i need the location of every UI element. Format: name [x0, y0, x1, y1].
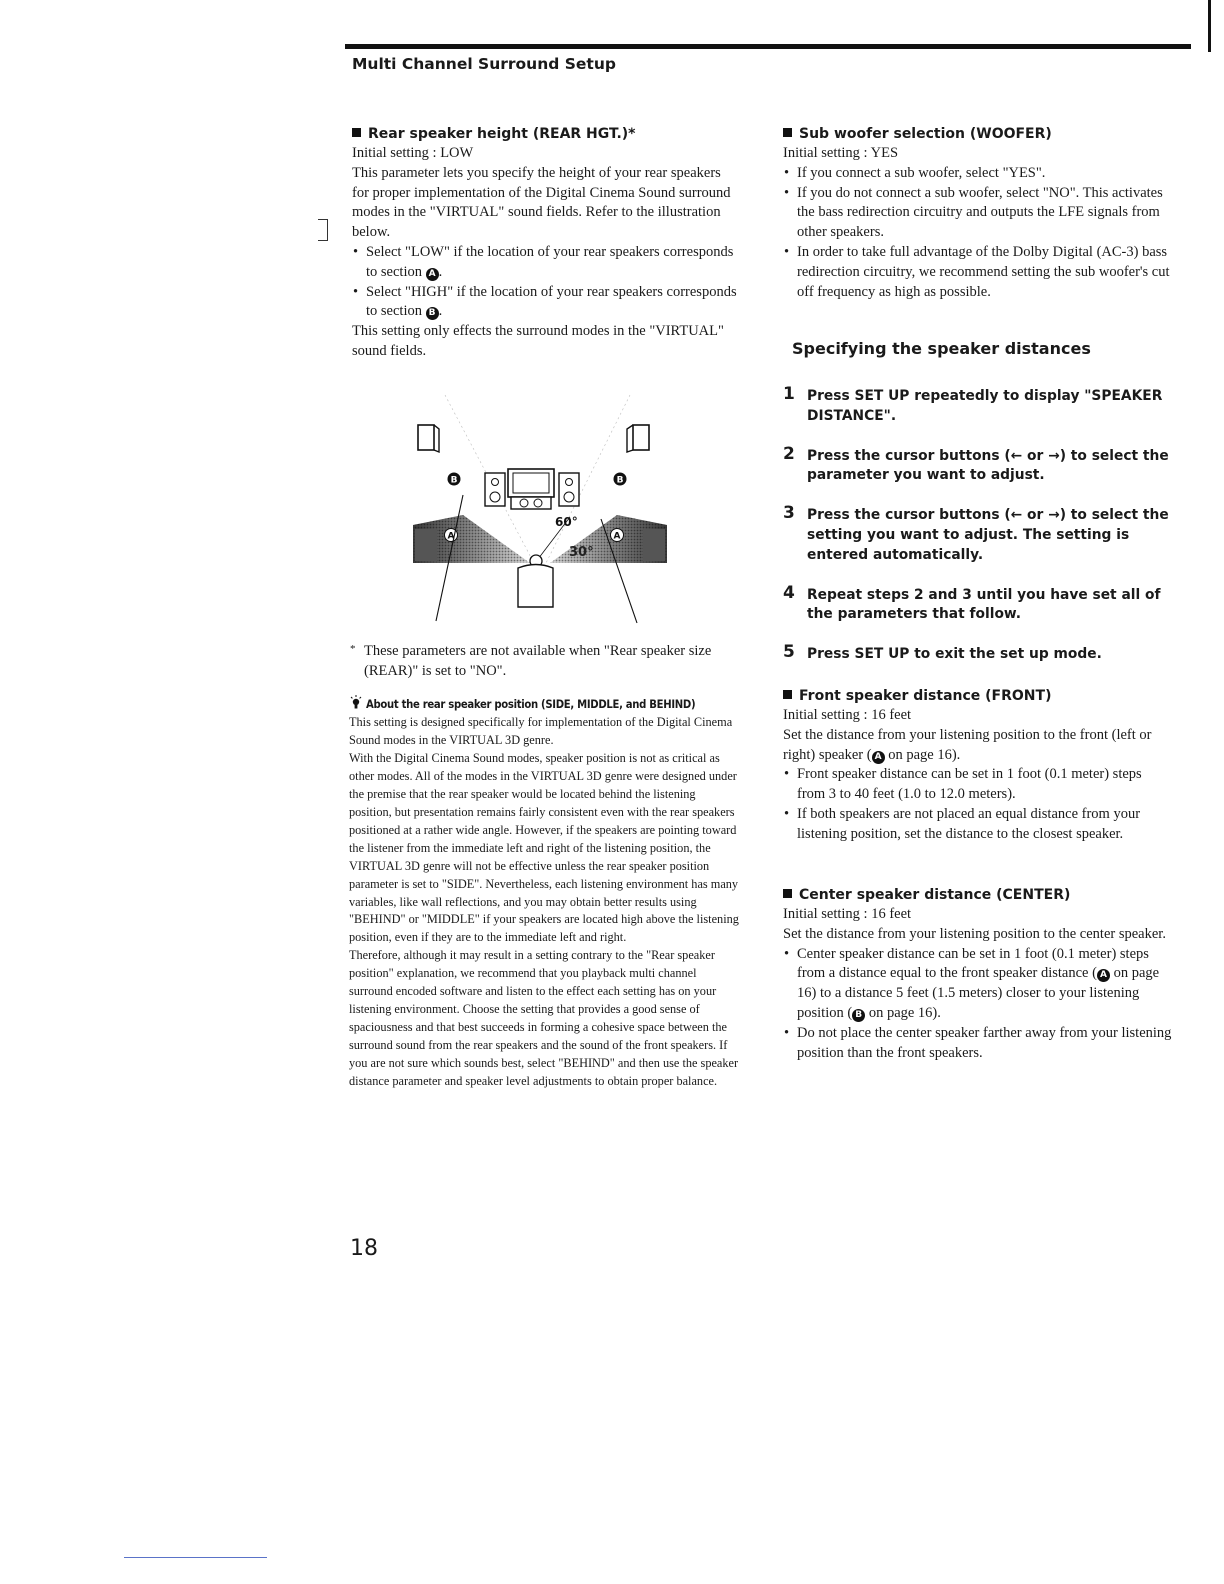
diagram-label-a: A [447, 531, 455, 542]
list-item: • Select "LOW" if the location of your rear speakers corresponds to section A . [352, 243, 740, 283]
section-a-marker-icon: A [426, 268, 439, 281]
step-item: 2 Press the cursor buttons (← or →) to select the parameter you want to adjust. [783, 443, 1169, 484]
center-distance-section [783, 885, 1173, 1063]
rear-height-note: This setting only effects the surround modes in the "VIRTUAL" sound fields. [352, 323, 724, 359]
front-left-speaker-icon [485, 473, 505, 506]
tip-section [349, 694, 741, 1091]
page-title: Multi Channel Surround Setup [352, 55, 616, 73]
angle-60-label: 60° [555, 515, 578, 529]
front-distance-section [783, 686, 1173, 845]
center-distance-initial: Initial setting : 16 feet [783, 906, 912, 922]
lightbulb-icon [349, 694, 363, 710]
diagram-label-a: A [613, 531, 621, 542]
rear-height-section [352, 124, 740, 362]
center-speaker-icon [511, 497, 551, 509]
section-a-marker-icon: A [872, 751, 885, 764]
center-distance-desc: Set the distance from your listening position to the center speaker. [783, 925, 1166, 942]
steps-container [783, 384, 1173, 665]
woofer-heading: Sub woofer selection (WOOFER) [783, 124, 1173, 144]
list-item: • Center speaker distance can be set in 1 foot (0.1 meter) steps from a distance equal to the front speaker distance ( A on page 16) to a distance 5 feet (1.5 meters) closer to your listening position ( B on page 16). [783, 945, 1173, 1024]
list-item: • In order to take full advantage of the Dolby Digital (AC-3) bass redirection circuitry, we recommend setting the sub woofer's cut off frequency as high as possible. [783, 243, 1173, 302]
footnote [350, 642, 740, 682]
list-item: • Select "HIGH" if the location of your rear speakers corresponds to section B . [352, 283, 740, 323]
footnote-star: * [350, 643, 356, 655]
step-item: 4 Repeat steps 2 and 3 until you have set all of the parameters that follow. [783, 582, 1161, 623]
section-a-marker-icon: A [1097, 969, 1110, 982]
square-bullet-icon [783, 690, 792, 699]
footnote-text: These parameters are not available when "Rear speaker size (REAR)" is set to "NO". [364, 643, 712, 679]
rear-height-heading: Rear speaker height (REAR HGT.)* [352, 124, 740, 144]
tip-heading: About the rear speaker position (SIDE, MIDDLE, and BEHIND) [349, 694, 741, 714]
rear-speaker-high-right-icon [627, 425, 649, 452]
center-distance-heading: Center speaker distance (CENTER) [783, 885, 1173, 905]
distances-section [792, 338, 1182, 360]
section-title: Specifying the speaker distances [792, 339, 1091, 358]
list-item: • Do not place the center speaker farther away from your listening position than the front speakers. [783, 1024, 1173, 1064]
tv-icon [508, 469, 554, 497]
list-item: • If you connect a sub woofer, select "YES". [783, 164, 1173, 184]
step-item: 1 Press SET UP repeatedly to display "SPEAKER DISTANCE". [783, 384, 1163, 424]
diagram-label-b: B [616, 475, 624, 486]
tip-body [349, 714, 741, 1091]
margin-bracket [318, 219, 328, 241]
square-bullet-icon [783, 889, 792, 898]
section-b-marker-icon: B [852, 1009, 865, 1022]
section-b-marker-icon: B [426, 307, 439, 320]
tip-paragraph: This setting is designed specifically for implementation of the Digital Cinema Sound modes in the VIRTUAL 3D genre. [349, 715, 733, 747]
page-edge-mark [1208, 0, 1211, 52]
tip-paragraph: Therefore, although it may result in a setting contrary to the "Rear speaker position" explanation, we recommend that you playback multi channel surround encoded software and listen to the effect each setting has on your listening environment. Choose the setting that provides a good sense of spaciousness and that best succeeds in forming a cohesive space between the surround sound from the rear speakers and the sound of the front speakers. If you are not sure which sounds best, select "BEHIND" and then use the speaker distance parameter and speaker level adjustments to obtain proper balance. [349, 948, 739, 1089]
front-right-speaker-icon [559, 473, 579, 506]
front-distance-heading: Front speaker distance (FRONT) [783, 686, 1173, 706]
page-number: 18 [350, 1236, 378, 1261]
woofer-section [783, 124, 1173, 302]
rear-speaker-high-left-icon [418, 425, 439, 452]
header-rule [345, 44, 1191, 49]
list-item: • Front speaker distance can be set in 1 foot (0.1 meter) steps from 3 to 40 feet (1.0 to 12.0 meters). [783, 765, 1173, 805]
square-bullet-icon [352, 128, 361, 137]
list-item: • If you do not connect a sub woofer, select "NO". This activates the bass redirection circuitry and outputs the LFE signals from other speakers. [783, 184, 1173, 243]
woofer-initial: Initial setting : YES [783, 145, 899, 161]
rear-speaker-low-left-icon [415, 529, 437, 561]
rear-height-initial: Initial setting : LOW [352, 145, 474, 161]
angle-30-label: 30° [569, 545, 594, 560]
front-distance-initial: Initial setting : 16 feet [783, 707, 912, 723]
square-bullet-icon [783, 128, 792, 137]
rear-height-intro: This parameter lets you specify the height of your rear speakers for proper implementation of the Digital Cinema Sound surround modes in the "VIRTUAL" sound fields. Refer to the illustration below. [352, 164, 731, 241]
steps-list [783, 384, 1173, 665]
speaker-position-diagram [405, 385, 675, 630]
list-item: • If both speakers are not placed an equal distance from your listening position, set the distance to the closest speaker. [783, 805, 1173, 845]
step-item: 3 Press the cursor buttons (← or →) to select the setting you want to adjust. The setting is entered automatically. [783, 503, 1169, 563]
footer-line [124, 1557, 267, 1558]
diagram-label-b: B [450, 475, 458, 486]
rear-speaker-low-right-icon [643, 529, 665, 561]
tip-paragraph: With the Digital Cinema Sound modes, speaker position is not as critical as other modes. All of the modes in the VIRTUAL 3D genre were designed under the premise that the rear speaker would be located behind the listening position, but presentation remains fairly consistent even with the rear speakers positioned at a rather wide angle. However, if the speakers are pointing toward the listener from the immediate left and right of the listening position, the VIRTUAL 3D genre will not be effective unless the rear speaker position parameter is set to "SIDE". Nevertheless, each listening environment has many variables, like wall reflections, and you may obtain better results using "BEHIND" or "MIDDLE" if your speakers are located high above the listening position, even if they are to the immediate left and right. [349, 750, 739, 945]
step-item: 5 Press SET UP to exit the set up mode. [783, 642, 1102, 663]
front-distance-desc: Set the distance from your listening position to the front (left or right) speaker ( A on page 16). [783, 726, 1152, 763]
